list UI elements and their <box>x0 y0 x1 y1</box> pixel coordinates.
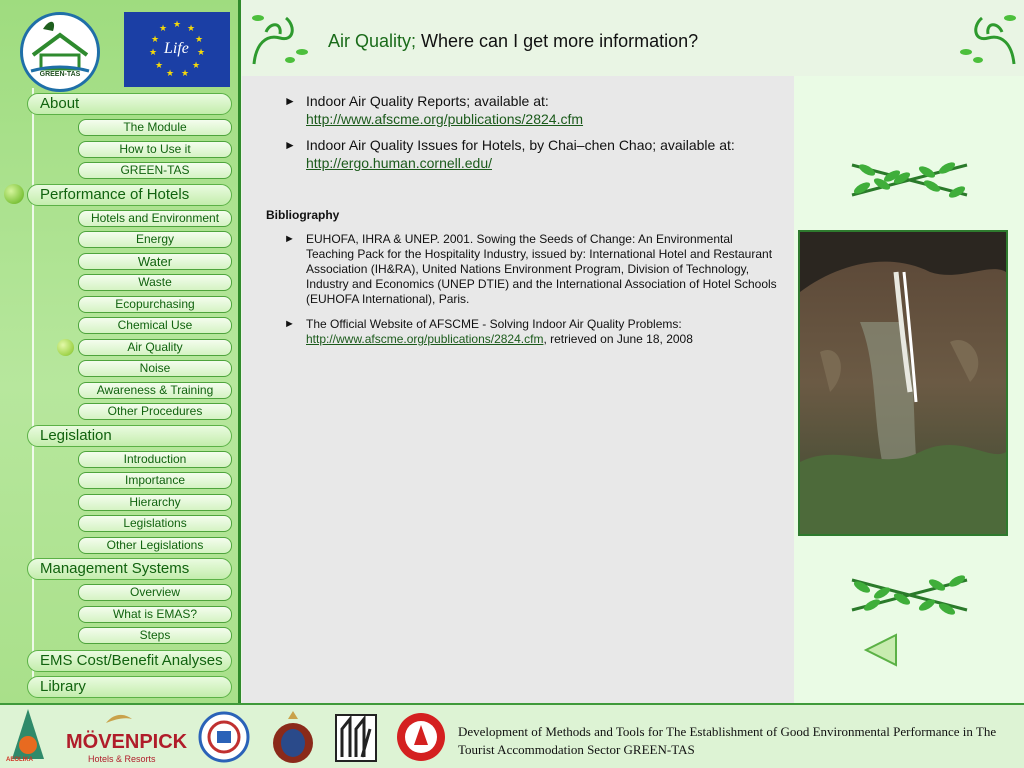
ministry-logo-icon <box>334 713 378 763</box>
waterfall-photo <box>798 230 1008 536</box>
bibliography-heading: Bibliography <box>266 208 340 222</box>
bibliography-item <box>284 317 779 347</box>
nav-hotels-and-environment[interactable]: Hotels and Environment <box>78 210 232 227</box>
active-section-bullet <box>4 184 24 204</box>
nav-steps[interactable]: Steps <box>78 627 232 644</box>
movenpick-logo-sub: Hotels & Resorts <box>88 754 156 764</box>
olive-branch-top-icon <box>832 150 987 210</box>
bibliography-text: EUHOFA, IHRA & UNEP. 2001. Sowing the Seeds of Change: An Environmental Teaching Pack for the Hospitality Industry, issued by: International Hotel and Restaurant Association (IH&RA), United Nations Environment Program, Division of Technology, Industry and Economics (UNEP DTIE) and the International Association of Hotel Schools (EUHOFA International), Paris. <box>306 232 777 306</box>
nav-about[interactable]: About <box>27 93 232 115</box>
svg-text:★: ★ <box>173 20 182 30</box>
info-link-url[interactable]: http://ergo.human.cornell.edu/ <box>306 155 493 171</box>
svg-text:★: ★ <box>166 69 175 79</box>
arrow-bullet-icon: ► <box>284 233 295 245</box>
nav-importance[interactable]: Importance <box>78 472 232 489</box>
arrow-bullet-icon: ► <box>284 138 296 152</box>
nav-noise[interactable]: Noise <box>78 360 232 377</box>
eu-life-logo-text: Life <box>164 40 189 57</box>
university-seal-icon <box>198 711 250 763</box>
nav-ecopurchasing[interactable]: Ecopurchasing <box>78 296 232 313</box>
nav-ems-cost-benefit[interactable]: EMS Cost/Benefit Analyses <box>27 650 232 672</box>
nav-awareness-training[interactable]: Awareness & Training <box>78 382 232 399</box>
movenpick-bird-icon <box>104 709 134 731</box>
nav-hierarchy[interactable]: Hierarchy <box>78 494 232 511</box>
green-tas-logo-text: GREEN-TAS <box>39 71 81 78</box>
hotel-association-seal-icon <box>396 711 446 763</box>
bibliography-text-suffix: , retrieved on June 18, 2008 <box>543 332 693 346</box>
nav-library[interactable]: Library <box>27 676 232 698</box>
footer <box>0 703 1024 768</box>
bibliography-text-prefix: The Official Website of AFSCME - Solving Indoor Air Quality Problems: <box>306 317 682 331</box>
nav-legislation[interactable]: Legislation <box>27 425 232 447</box>
nav-air-quality[interactable]: Air Quality <box>78 339 232 356</box>
svg-text:★: ★ <box>159 24 168 34</box>
floral-ornament-right-icon <box>952 4 1022 70</box>
svg-text:★: ★ <box>149 48 158 58</box>
sidebar-divider <box>238 0 241 703</box>
eu-life-logo <box>124 12 230 87</box>
info-link-url[interactable]: http://www.afscme.org/publications/2824.cfm <box>306 111 584 127</box>
info-link-item <box>284 92 784 128</box>
nav-management-systems[interactable]: Management Systems <box>27 558 232 580</box>
svg-text:★: ★ <box>151 35 160 45</box>
page-title-highlight: Air Quality; <box>328 31 417 51</box>
arrow-bullet-icon: ► <box>284 94 296 108</box>
sidebar-guide-line <box>32 88 34 688</box>
info-link-text: Indoor Air Quality Issues for Hotels, by Chai–chen Chao; available at: <box>306 137 735 153</box>
aeolika-logo-text: AEOLIKA <box>6 757 33 763</box>
svg-text:★: ★ <box>155 61 164 71</box>
nav-water[interactable]: Water <box>78 253 232 270</box>
svg-text:★: ★ <box>192 61 201 71</box>
svg-text:★: ★ <box>181 69 190 79</box>
footer-project-text: Development of Methods and Tools for The Establishment of Good Environmental Performance in The Tourist Accommodation Sector GREEN-TAS <box>458 724 997 757</box>
info-link-item <box>284 136 784 172</box>
nav-other-legislations[interactable]: Other Legislations <box>78 537 232 554</box>
floral-ornament-left-icon <box>246 4 316 70</box>
movenpick-logo: MÖVENPICK <box>66 731 188 753</box>
nav-performance-of-hotels[interactable]: Performance of Hotels <box>27 184 232 206</box>
svg-text:★: ★ <box>195 35 204 45</box>
nav-the-module[interactable]: The Module <box>78 119 232 136</box>
nav-how-to-use-it[interactable]: How to Use it <box>78 141 232 158</box>
back-arrow-icon[interactable] <box>862 633 900 667</box>
bibliography-link[interactable]: http://www.afscme.org/publications/2824.cfm <box>306 332 544 346</box>
nav-overview[interactable]: Overview <box>78 584 232 601</box>
nav-green-tas[interactable]: GREEN-TAS <box>78 162 232 179</box>
svg-text:★: ★ <box>197 48 206 58</box>
bibliography-item <box>284 232 779 307</box>
nav-chemical-use[interactable]: Chemical Use <box>78 317 232 334</box>
nav-energy[interactable]: Energy <box>78 231 232 248</box>
page-title <box>328 31 698 52</box>
jordan-emblem-icon <box>268 707 318 767</box>
nav-waste[interactable]: Waste <box>78 274 232 291</box>
nav-what-is-emas[interactable]: What is EMAS? <box>78 606 232 623</box>
page-title-rest: Where can I get more information? <box>416 31 699 51</box>
arrow-bullet-icon: ► <box>284 318 295 330</box>
nav-legislations[interactable]: Legislations <box>78 515 232 532</box>
nav-introduction[interactable]: Introduction <box>78 451 232 468</box>
active-item-bullet <box>57 339 74 356</box>
info-link-text: Indoor Air Quality Reports; available at: <box>306 93 549 109</box>
green-tas-logo <box>20 12 100 92</box>
olive-branch-bottom-icon <box>832 565 987 625</box>
svg-text:★: ★ <box>187 24 196 34</box>
nav-other-procedures[interactable]: Other Procedures <box>78 403 232 420</box>
bibliography-text <box>306 317 779 347</box>
